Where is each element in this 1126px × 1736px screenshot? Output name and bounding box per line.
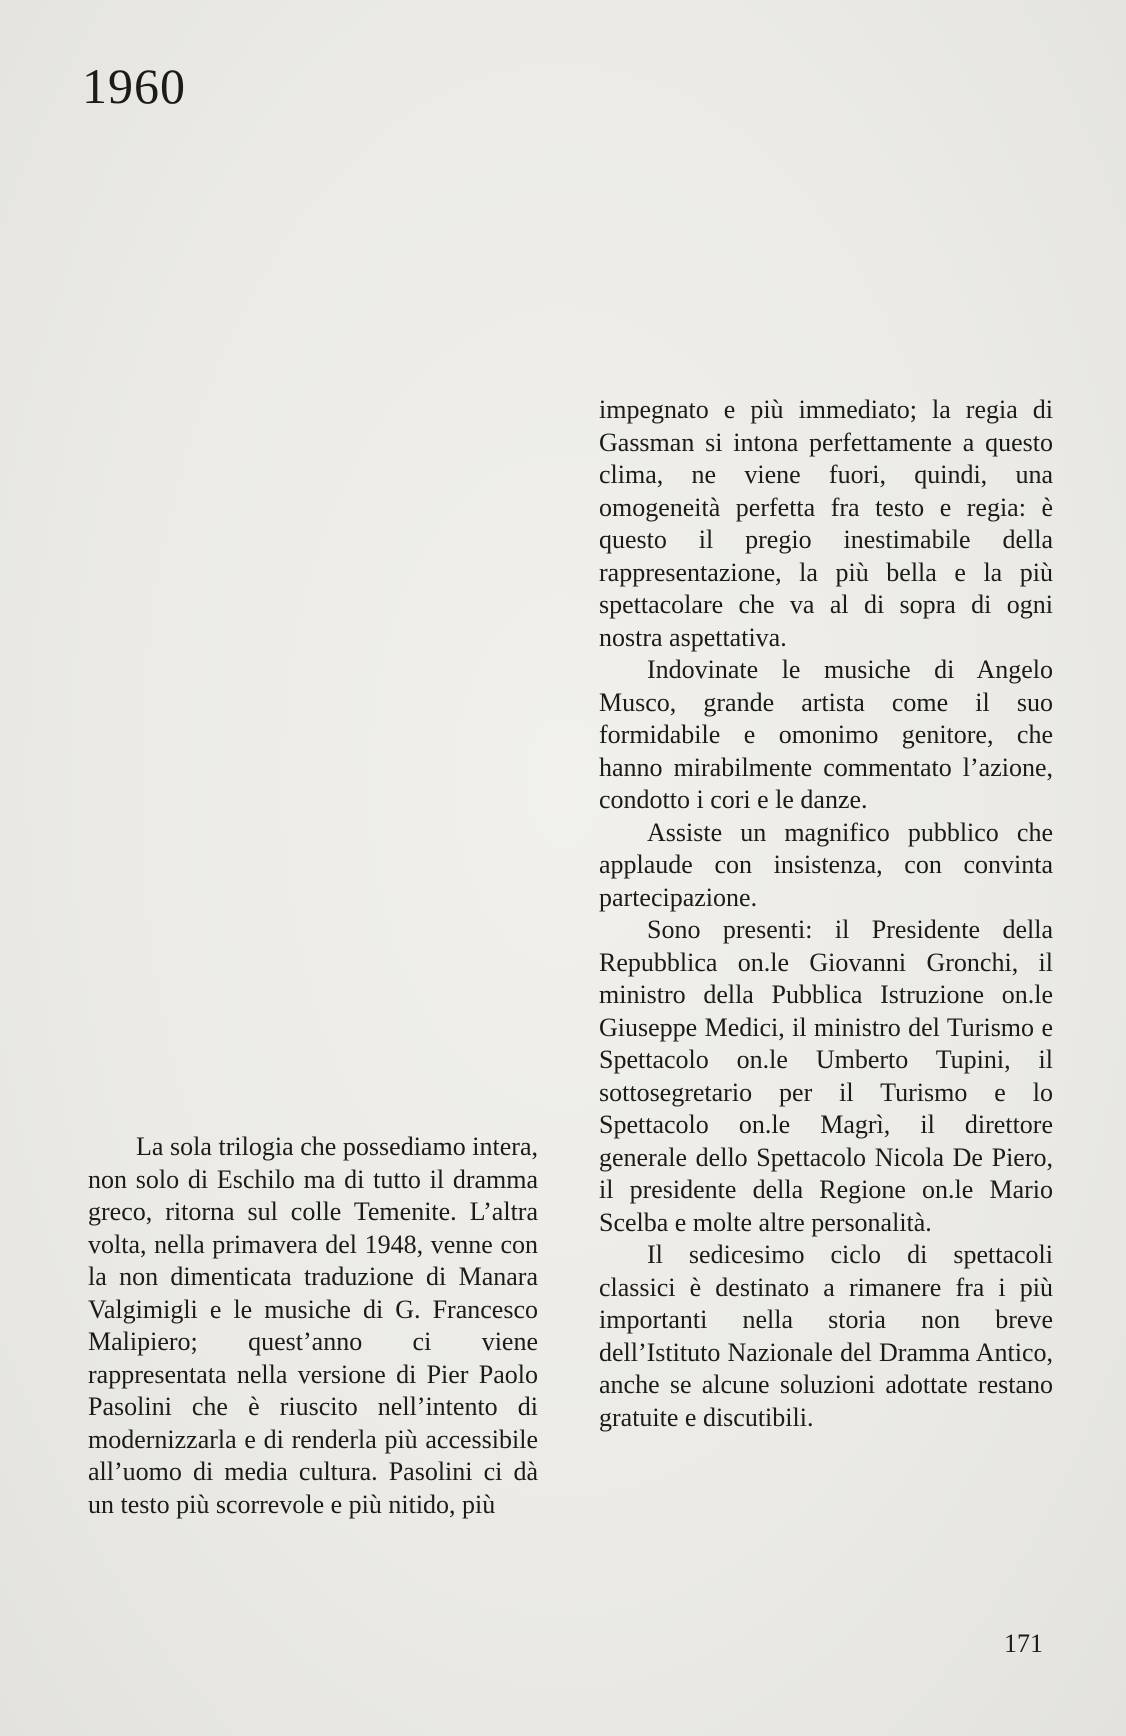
paragraph-attendees: Sono presenti: il Presidente della Repubblica on.le Giovanni Gronchi, il ministro della Pubblica Istruzione on.le Giuseppe Medici, il ministro del Turismo e Spettacolo on.le Umberto Tupini, il sottosegretario per il Turismo e lo Spettacolo on.le Magrì, il direttore generale dello Spettacolo Nicola De Piero, il presidente della Regione on.le Mario Scelba e molte altre personalità. — [599, 915, 1053, 1237]
paragraph-music: Indovinate le musiche di Angelo Musco, grande artista come il suo formidabile e omonimo genitore, che hanno mirabilmente commentato l’azione, condotto i cori e le danze. — [599, 655, 1053, 814]
paragraph-trilogy-intro: La sola trilogia che possediamo intera, non solo di Eschilo ma di tutto il dramma greco, ritorna sul colle Temenite. L’altra volta, nella primavera del 1948, venne con la non dimenticata traduzione di Manara Valgimigli e le musiche di G. Francesco Malipiero; quest’anno ci viene rappresentata nella versione di Pier Paolo Pasolini che è riuscito nell’intento di modernizzarla e di renderla più accessibile all’uomo di media cultura. Pasolini ci dà un testo più scorrevole e più nitido, più — [88, 1132, 538, 1519]
paragraph-conclusion: Il sedicesimo ciclo di spettacoli classici è destinato a rimanere fra i più importanti nella storia non breve dell’Istituto Nazionale del Dramma Antico, anche se alcune soluzioni adottate restano gratuite e discutibili. — [599, 1240, 1053, 1432]
paragraph-audience: Assiste un magnifico pubblico che applaude con insistenza, con convinta partecipazione. — [599, 817, 1053, 912]
left-column — [88, 1131, 538, 1521]
paragraph-continuation: impegnato e più immediato; la regia di Gassman si intona perfettamente a questo clima, ne viene fuori, quindi, una omogeneità perfetta fra testo e regia: è questo il pregio inestimabile della rappresentazione, la più bella e la più spettacolare che va al di sopra di ogni nostra aspettativa. — [599, 395, 1053, 652]
page-number: 171 — [1004, 1629, 1043, 1658]
right-column — [599, 394, 1053, 1434]
year-heading: 1960 — [82, 58, 186, 114]
